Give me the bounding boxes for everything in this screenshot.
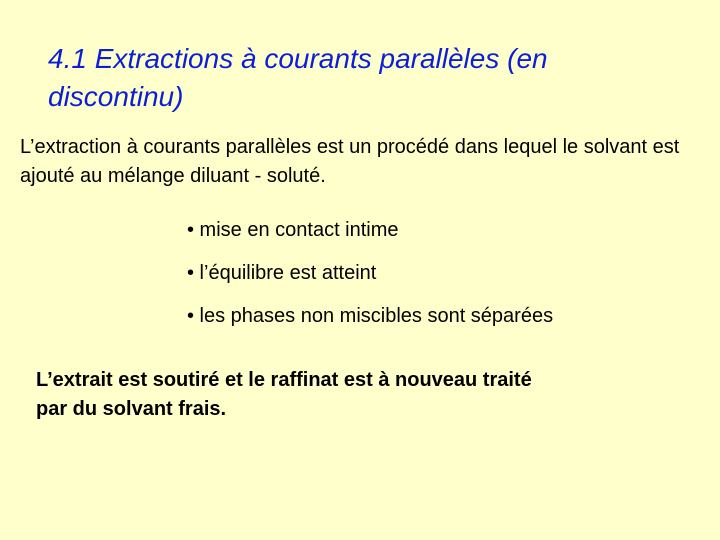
bullet-list <box>187 216 553 345</box>
intro-paragraph: L’extraction à courants parallèles est un procédé dans lequel le solvant est ajouté au mélange diluant - soluté. <box>20 136 680 187</box>
slide-title: 4.1 Extractions à courants parallèles (en discontinu) <box>48 43 548 112</box>
bullet-item: • mise en contact intime <box>187 219 399 241</box>
conclusion-paragraph: L’extrait est soutiré et le raffinat est à nouveau traité par du solvant frais. <box>36 369 532 420</box>
bullet-item: • les phases non miscibles sont séparées <box>187 305 554 327</box>
bullet-item: • l’équilibre est atteint <box>187 262 377 284</box>
